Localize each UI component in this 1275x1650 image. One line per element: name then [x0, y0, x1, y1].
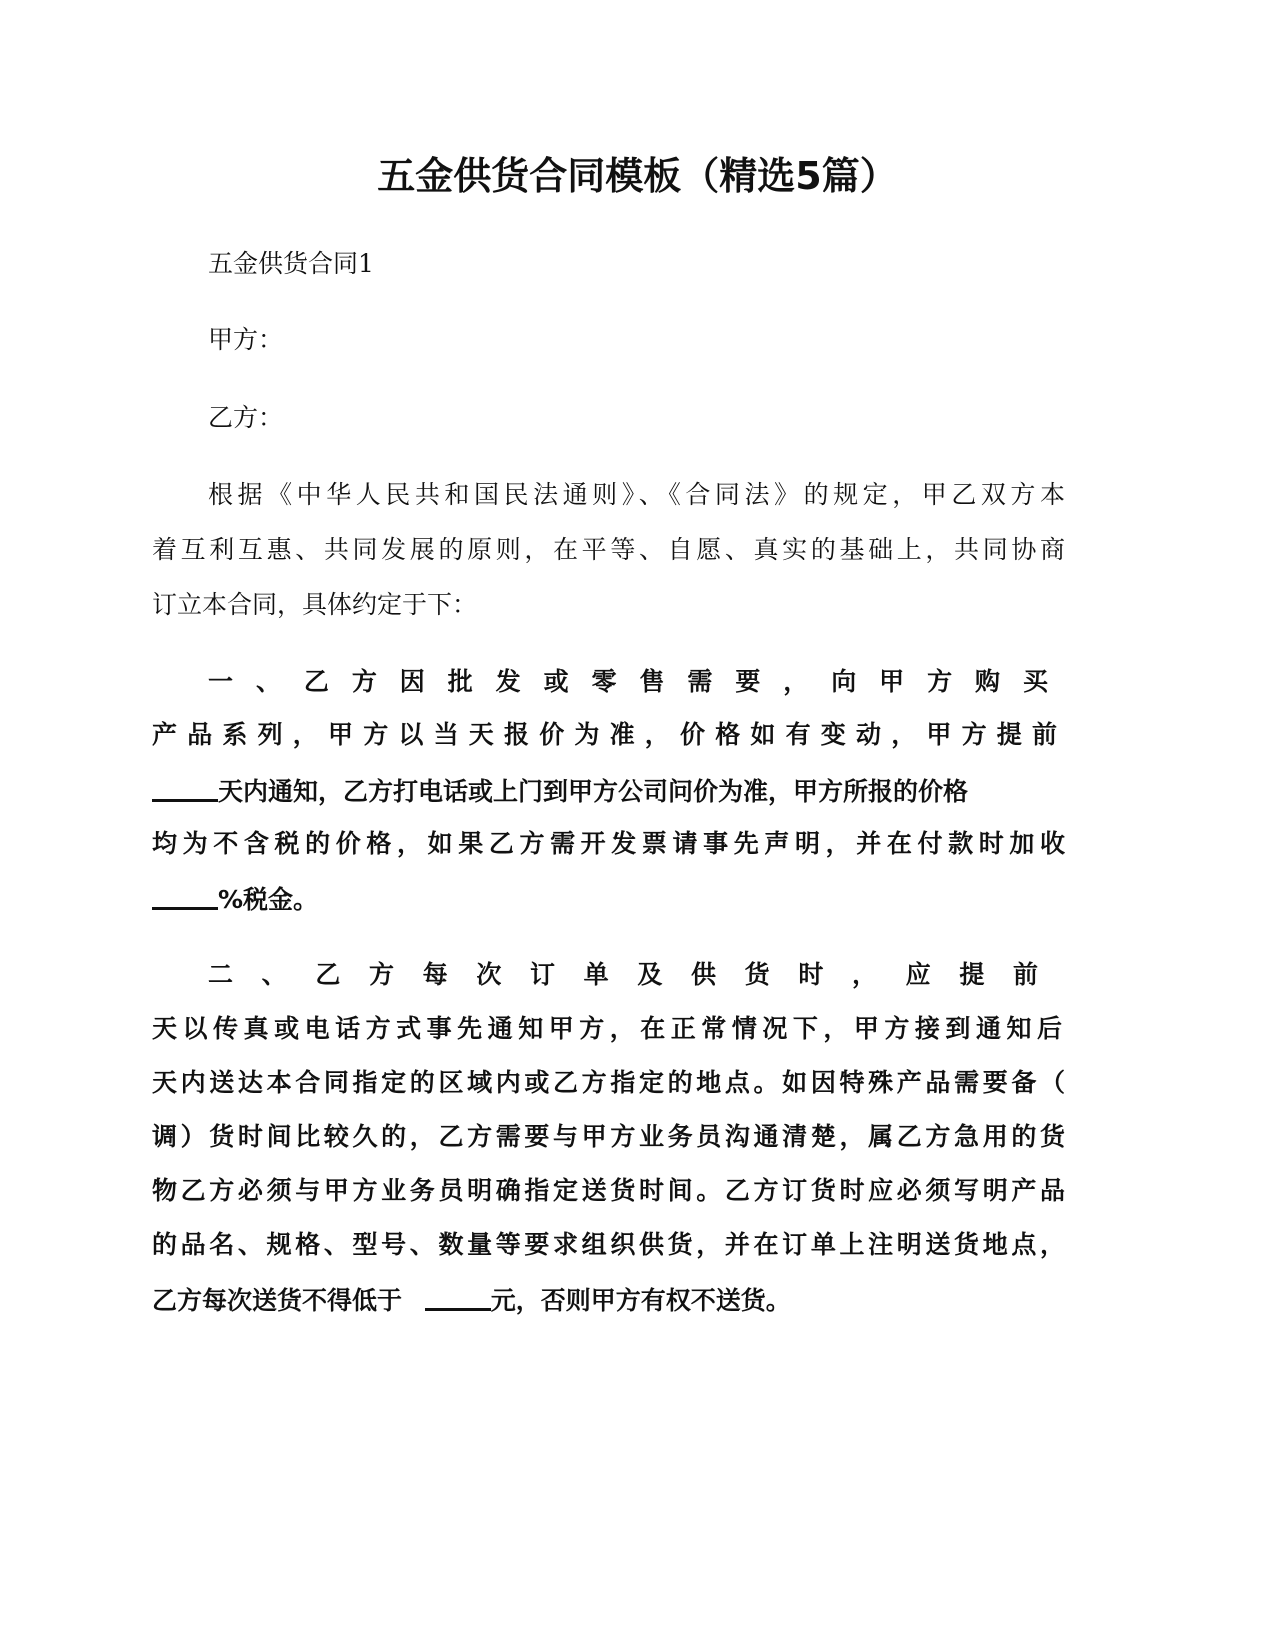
clause1-line-2-text: 产品系列，甲方以当天报价为准，价格如有变动，甲方提前 [152, 720, 1057, 749]
clause1-line-1 [208, 665, 1048, 699]
party-b-label: 乙方： [208, 403, 284, 432]
clause1-line-2 [152, 718, 1057, 752]
clause1-line-3 [152, 773, 1065, 809]
clause2-line-7-text-a: 乙方每次送货不得低于 [152, 1286, 411, 1315]
clause2-line-2 [152, 1012, 1062, 1046]
clause2-line-5 [152, 1174, 1065, 1208]
clause1-line-4 [152, 827, 1065, 861]
preamble-line-1-text: 根据《中华人民共和国民法通则》、《合同法》的规定，甲乙双方本 [208, 480, 1065, 509]
clause2-line-6-text: 的品名、规格、型号、数量等要求组织供货，并在订单上注明送货地点， [152, 1230, 1065, 1259]
preamble-line-1 [208, 478, 1065, 512]
days-blank-field[interactable] [152, 773, 218, 802]
clause2-line-4 [152, 1120, 1065, 1154]
clause1-line-3-text: 天内通知，乙方打电话或上门到甲方公司问价为准，甲方所报的价格 [218, 777, 969, 806]
clause2-line-7-text-b: 元，否则甲方有权不送货。 [490, 1286, 791, 1315]
clause2-line-3 [152, 1066, 1065, 1100]
clause2-line-6 [152, 1228, 1065, 1262]
clause2-line-2-text: 天以传真或电话方式事先通知甲方，在正常情况下，甲方接到通知后 [152, 1014, 1062, 1043]
clause1-line-4-text: 均为不含税的价格，如果乙方需开发票请事先声明，并在付款时加收 [152, 829, 1065, 858]
clause2-line-3-text: 天内送达本合同指定的区域内或乙方指定的地点。如因特殊产品需要备（ [152, 1068, 1065, 1097]
clause2-line-4-text: 调）货时间比较久的，乙方需要与甲方业务员沟通清楚，属乙方急用的货 [152, 1122, 1065, 1151]
document-title: 五金供货合同模板（精选5篇） [377, 154, 898, 198]
clause2-line-1 [208, 958, 1038, 992]
clause1-line-1-text: 一、乙方因批发或零售需要，向甲方购买 [208, 667, 1048, 696]
contract-heading: 五金供货合同1 [208, 249, 374, 278]
clause1-line-5-text: %税金。 [218, 885, 319, 914]
preamble-line-2-text: 着互利互惠、共同发展的原则，在平等、自愿、真实的基础上，共同协商 [152, 535, 1065, 564]
tax-rate-blank-field[interactable] [152, 881, 218, 910]
preamble-line-3: 订立本合同，具体约定于下： [152, 590, 478, 619]
clause2-line-1-text: 二、乙方每次订单及供货时，应提前 [208, 960, 1038, 989]
clause1-line-5 [152, 881, 1065, 917]
preamble-line-2 [152, 533, 1065, 567]
party-a-label: 甲方： [208, 325, 284, 354]
min-amount-blank-field[interactable] [425, 1282, 491, 1311]
clause2-line-5-text: 物乙方必须与甲方业务员明确指定送货时间。乙方订货时应必须写明产品 [152, 1176, 1065, 1205]
clause2-line-7 [152, 1282, 1065, 1318]
